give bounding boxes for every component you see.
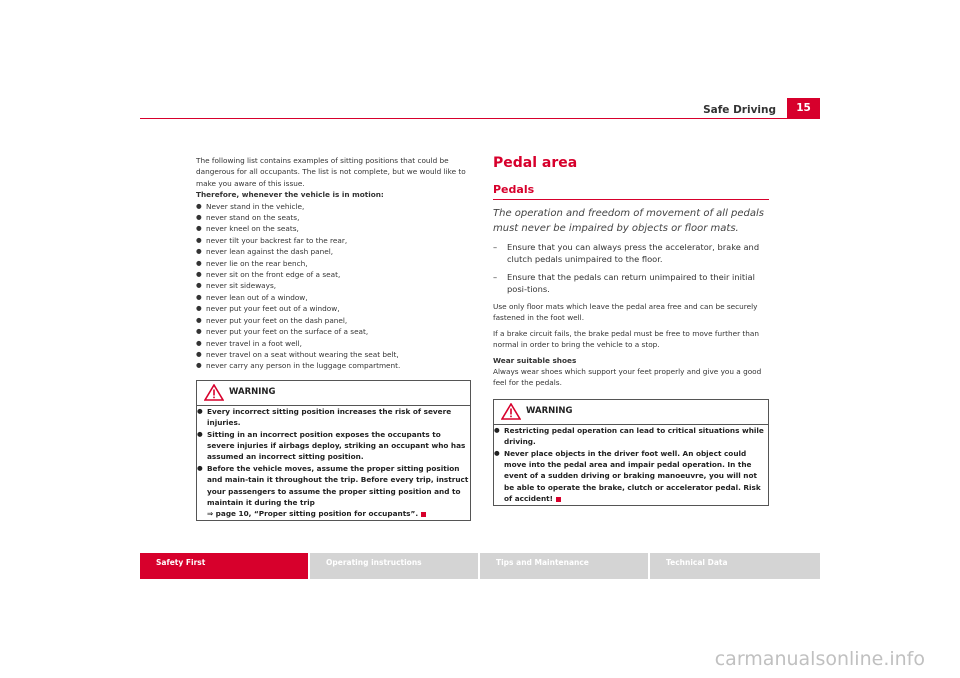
warning-item <box>494 448 768 505</box>
subsection-rule <box>493 199 769 200</box>
list-item: ● never lean against the dash panel, <box>196 246 471 257</box>
left-lead: Therefore, whenever the vehicle is in motion: <box>196 190 384 200</box>
warning-header <box>494 400 768 425</box>
end-of-section-marker <box>421 512 426 517</box>
warning-box-seating <box>196 380 471 521</box>
warning-item: ● Restricting pedal operation can lead to critical situations while driving. <box>494 425 768 448</box>
footer-navigation <box>140 553 820 579</box>
right-column <box>493 155 769 506</box>
page-reference-arrow: ⇒ <box>207 509 214 519</box>
body-paragraph: If a brake circuit fails, the brake pedal must be free to move further than normal in order to bring the vehicle to a stop. <box>493 328 759 350</box>
list-item: ● never put your feet on the surface of a seat, <box>196 326 471 337</box>
step-text: Ensure that you can always press the accelerator, brake and clutch pedals unimpaired to the floor. <box>507 242 760 264</box>
warning-list <box>197 406 470 520</box>
list-item: ● never put your feet out of a window, <box>196 303 471 314</box>
warning-item-text: Never place objects in the driver foot well. An object could move into the pedal area and impair pedal operation. In the event of a sudden driving or braking manoeuvre, you will not be able to operate the brake, clutch or accelerator pedal. Risk of accident! <box>504 448 761 504</box>
list-item: ● never tilt your backrest far to the rear, <box>196 235 471 246</box>
warning-title: WARNING <box>526 406 573 417</box>
footer-tab-operating-instructions[interactable]: Operating instructions <box>310 553 480 579</box>
left-intro: The following list contains examples of sitting positions that could be dangerous for all occupants. The list is not complete, but we would like to make you aware of this issue. <box>196 156 466 188</box>
warning-item: ● Every incorrect sitting position increases the risk of severe injuries. <box>197 406 470 429</box>
page-number-badge: 15 <box>787 98 820 118</box>
list-item: ● Never stand in the vehicle, <box>196 201 471 212</box>
page-reference-link[interactable]: page 10, “Proper sitting position for occupants”. <box>215 509 419 519</box>
list-item: ● never stand on the seats, <box>196 212 471 223</box>
left-column <box>196 155 471 521</box>
warning-header <box>197 381 470 406</box>
list-item: ● never lean out of a window, <box>196 292 471 303</box>
section-title: Pedal area <box>493 155 578 171</box>
warning-box-pedals <box>493 399 769 506</box>
watermark: carmanualsonline.info <box>714 648 925 670</box>
header-rule <box>140 118 820 119</box>
instruction-step <box>493 271 769 295</box>
warning-item: ● Sitting in an incorrect position exposes the occupants to severe injuries if airbags deploy, striking an occupant who has assumed an incorrect sitting position. <box>197 429 470 463</box>
subsection-intro: The operation and freedom of movement of all pedals must never be impaired by objects or floor mats. <box>493 208 765 234</box>
subsection-title: Pedals <box>493 183 535 196</box>
sitting-position-list <box>196 201 471 372</box>
list-item: ● never travel on a seat without wearing the seat belt, <box>196 349 471 360</box>
body-paragraph: Use only floor mats which leave the pedal area free and can be securely fastened in the foot well. <box>493 302 758 323</box>
end-of-section-marker <box>556 497 561 502</box>
warning-triangle-icon <box>501 403 521 420</box>
warning-item-text: Before the vehicle moves, assume the proper sitting position and main-tain it throughout the trip. Before every trip, instruct your passengers to assume the proper sitting position and to maintain it during the trip <box>207 463 469 507</box>
list-item: ● never kneel on the seats, <box>196 223 471 234</box>
warning-title: WARNING <box>229 387 276 398</box>
shoes-paragraph: Always wear shoes which support your feet properly and give you a good feel for the pedals. <box>493 367 762 388</box>
footer-tab-technical-data[interactable]: Technical Data <box>666 558 728 567</box>
instruction-step <box>493 241 769 265</box>
list-item: ● never put your feet on the dash panel, <box>196 315 471 326</box>
warning-list <box>494 425 768 505</box>
footer-tab-safety-first[interactable]: Safety First <box>140 553 310 579</box>
list-item: ● never travel in a foot well, <box>196 338 471 349</box>
step-dash: – <box>493 272 498 282</box>
list-item: ● never sit sideways, <box>196 280 471 291</box>
list-item: ● never lie on the rear bench, <box>196 258 471 269</box>
step-text: Ensure that the pedals can return unimpaired to their initial posi-tions. <box>507 272 755 294</box>
warning-item <box>197 463 470 520</box>
list-item: ● never sit on the front edge of a seat, <box>196 269 471 280</box>
header-title: Safe Driving <box>703 104 776 116</box>
shoes-heading: Wear suitable shoes <box>493 355 577 365</box>
footer-tab-tips-and-maintenance[interactable]: Tips and Maintenance <box>480 553 650 579</box>
step-dash: – <box>493 242 498 252</box>
list-item: ● never carry any person in the luggage compartment. <box>196 360 471 371</box>
warning-triangle-icon <box>204 384 224 401</box>
